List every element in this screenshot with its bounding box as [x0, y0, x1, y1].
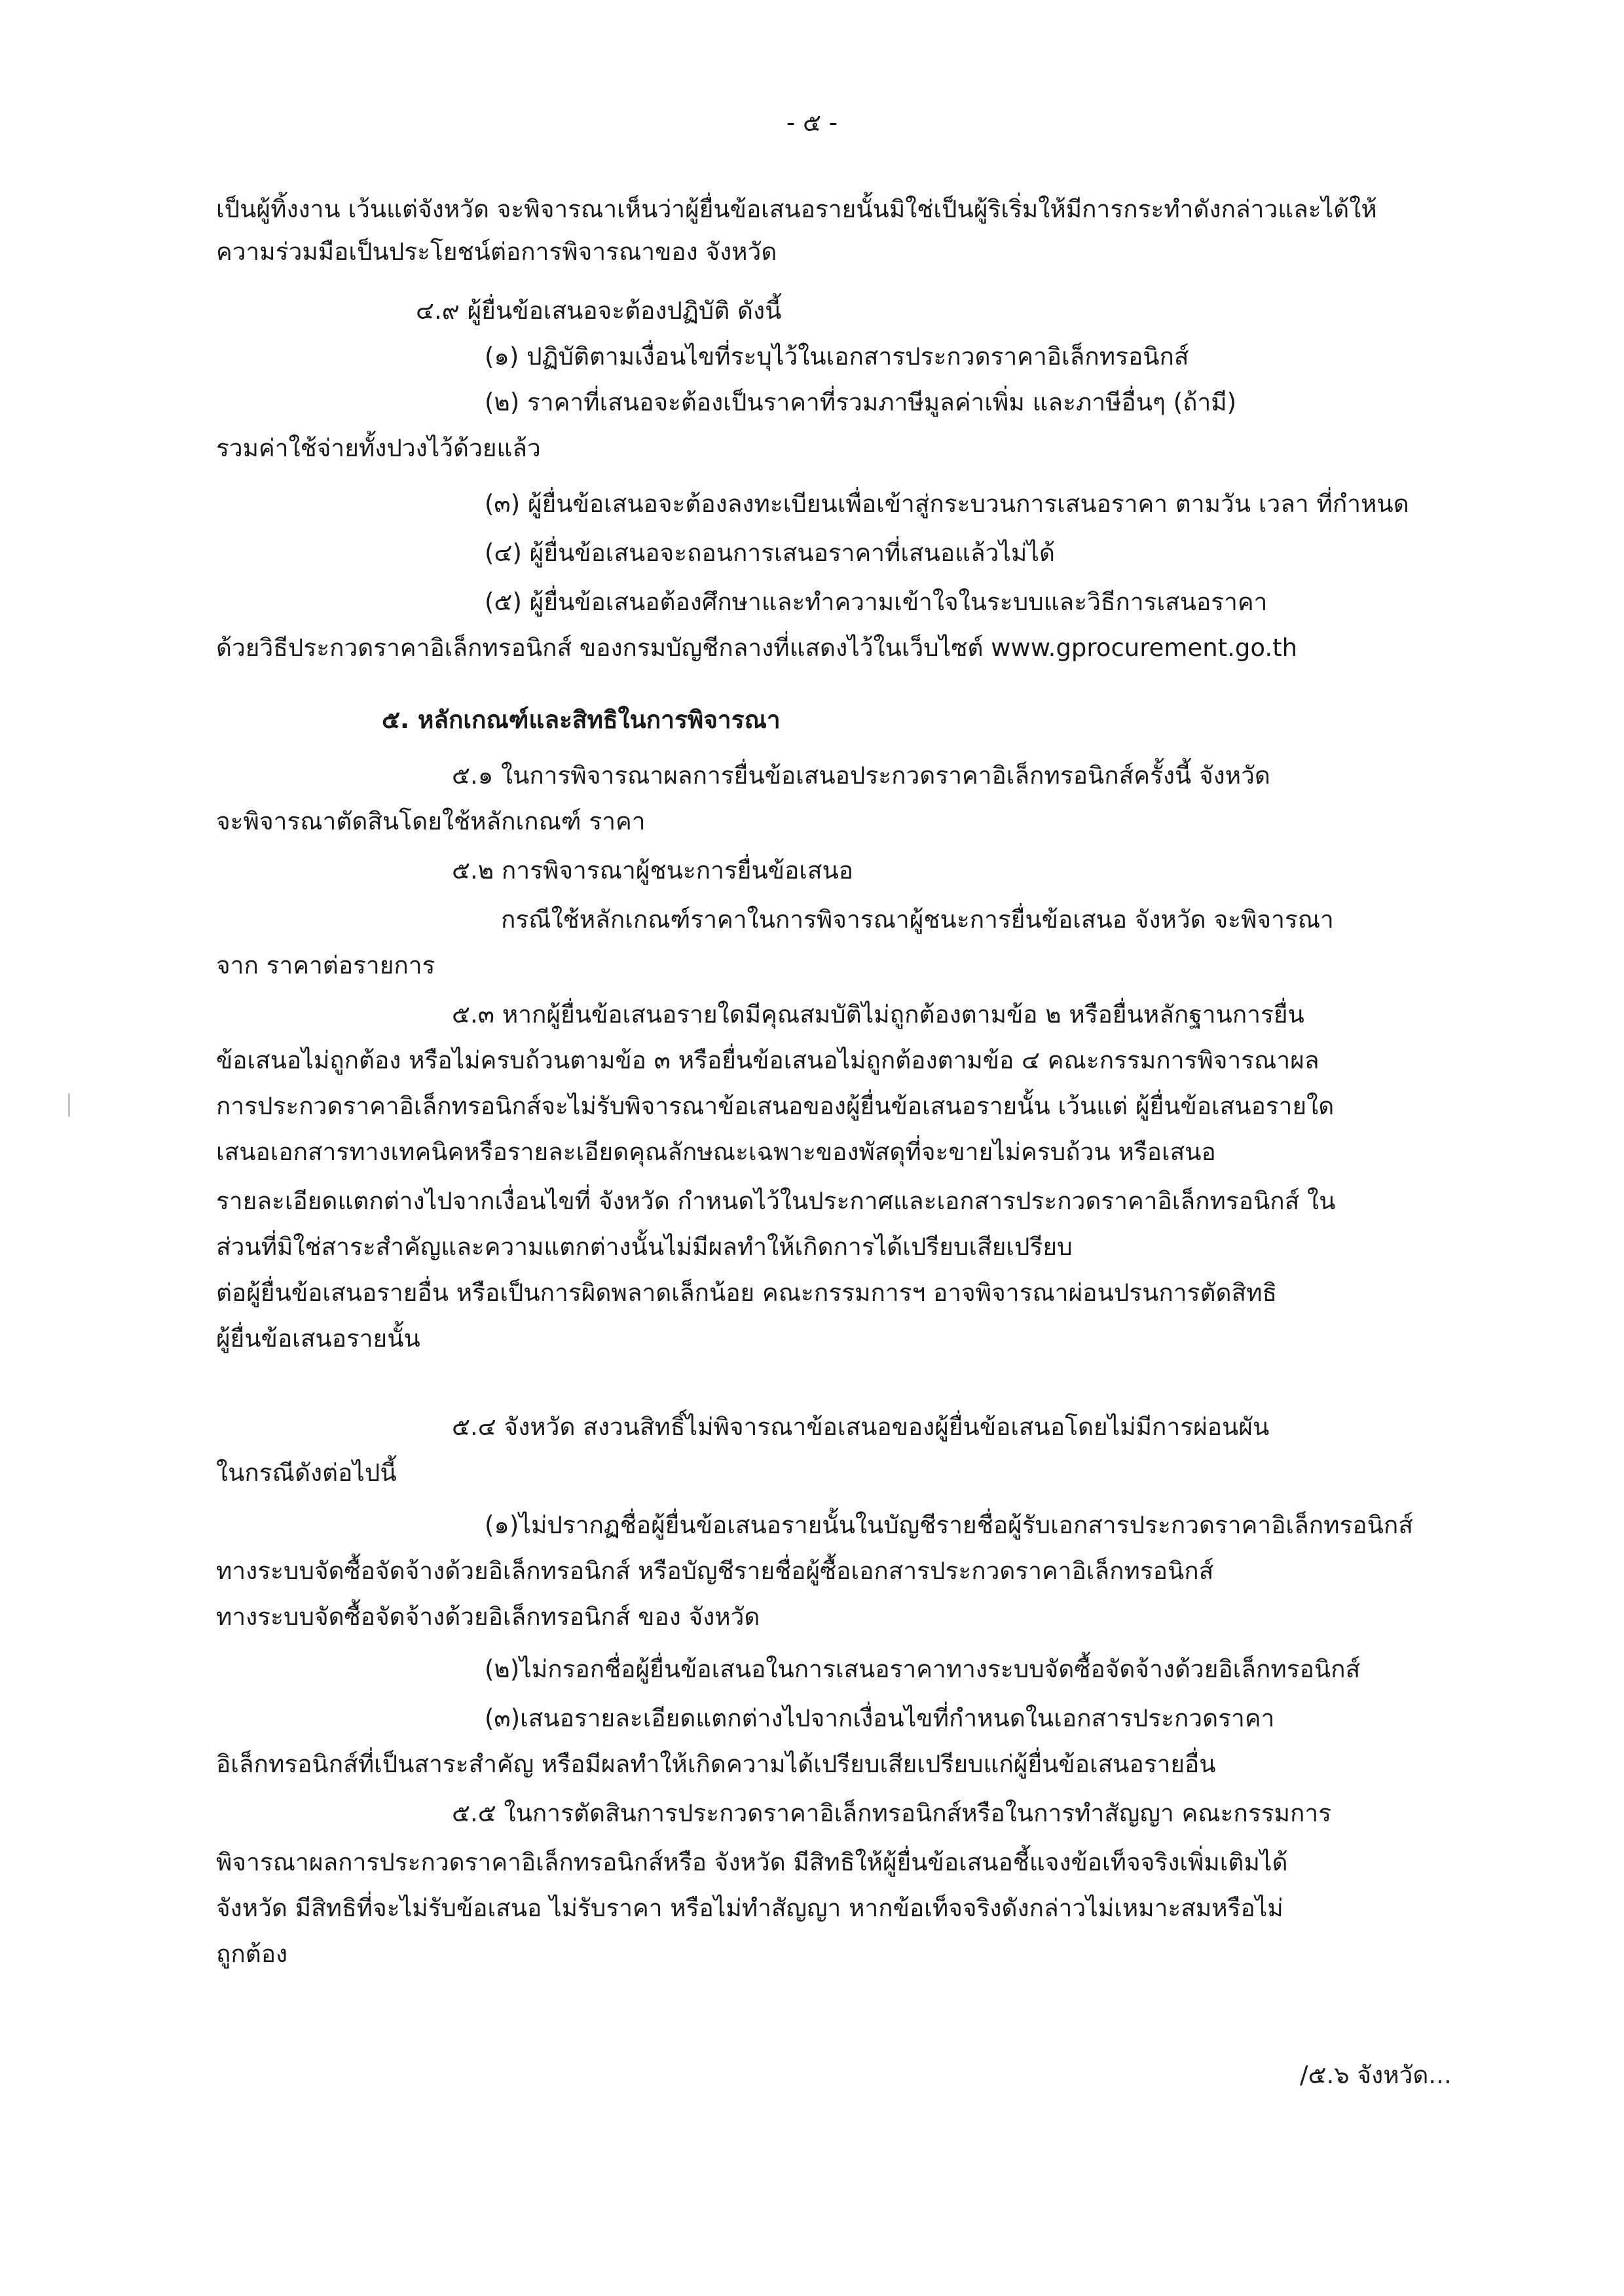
- list-item: (๒)ไม่กรอกชื่อผู้ยื่นข้อเสนอในการเสนอราคาทางระบบจัดซื้อจัดจ้างด้วยอิเล็กทรอนิกส์: [485, 1655, 1361, 1683]
- list-item: (๔) ผู้ยื่นข้อเสนอจะถอนการเสนอราคาที่เสนอแล้วไม่ได้: [485, 539, 1056, 567]
- text-line: ในกรณีดังต่อไปนี้: [216, 1459, 397, 1487]
- section-heading: ๕. หลักเกณฑ์และสิทธิในการพิจารณา: [382, 706, 781, 734]
- clause-text: ๕.๑ ในการพิจารณาผลการยื่นข้อเสนอประกวดราคาอิเล็กทรอนิกส์ครั้งนี้ จังหวัด: [452, 761, 1270, 790]
- list-item: (๒) ราคาที่เสนอจะต้องเป็นราคาที่รวมภาษีมูลค่าเพิ่ม และภาษีอื่นๆ (ถ้ามี): [485, 388, 1237, 416]
- text-line: ด้วยวิธีประกวดราคาอิเล็กทรอนิกส์ ของกรมบัญชีกลางที่แสดงไว้ในเว็บไซต์ www.gprocurement.go.th: [216, 634, 1298, 662]
- text-line: ผู้ยื่นข้อเสนอรายนั้น: [216, 1324, 420, 1353]
- text-line: เป็นผู้ทิ้งงาน เว้นแต่จังหวัด จะพิจารณาเห็นว่าผู้ยื่นข้อเสนอรายนั้นมิใช่เป็นผู้ริเริ่มให้มีการกระทำดังกล่าวและได้ให้: [216, 195, 1377, 223]
- continuation-note: /๕.๖ จังหวัด...: [1300, 2061, 1452, 2089]
- clause-heading: ๕.๒ การพิจารณาผู้ชนะการยื่นข้อเสนอ: [452, 856, 854, 884]
- text-line: ทางระบบจัดซื้อจัดจ้างด้วยอิเล็กทรอนิกส์ ของ จังหวัด: [216, 1603, 760, 1631]
- page-number: - ๕ -: [786, 109, 838, 137]
- list-item: (๕) ผู้ยื่นข้อเสนอต้องศึกษาและทำความเข้าใจในระบบและวิธีการเสนอราคา: [485, 588, 1268, 616]
- clause-text: ๕.๔ จังหวัด สงวนสิทธิ์ไม่พิจารณาข้อเสนอของผู้ยื่นข้อเสนอโดยไม่มีการผ่อนผัน: [452, 1413, 1270, 1441]
- text-line: ข้อเสนอไม่ถูกต้อง หรือไม่ครบถ้วนตามข้อ ๓ หรือยื่นข้อเสนอไม่ถูกต้องตามข้อ ๔ คณะกรรมการพิจารณาผล: [216, 1046, 1320, 1074]
- text-line: รายละเอียดแตกต่างไปจากเงื่อนไขที่ จังหวัด กำหนดไว้ในประกาศและเอกสารประกวดราคาอิเล็กทรอนิกส์ ใน: [216, 1187, 1336, 1215]
- text-line: กรณีใช้หลักเกณฑ์ราคาในการพิจารณาผู้ชนะการยื่นข้อเสนอ จังหวัด จะพิจารณา: [501, 905, 1334, 934]
- list-item: (๓)เสนอรายละเอียดแตกต่างไปจากเงื่อนไขที่กำหนดในเอกสารประกวดราคา: [485, 1704, 1275, 1732]
- clause-text: ๕.๕ ในการตัดสินการประกวดราคาอิเล็กทรอนิกส์หรือในการทำสัญญา คณะกรรมการ: [452, 1799, 1332, 1827]
- text-line: ส่วนที่มิใช่สาระสำคัญและความแตกต่างนั้นไม่มีผลทำให้เกิดการได้เปรียบเสียเปรียบ: [216, 1233, 1073, 1261]
- text-line: ถูกต้อง: [216, 1940, 288, 1968]
- text-line: ต่อผู้ยื่นข้อเสนอรายอื่น หรือเป็นการผิดพลาดเล็กน้อย คณะกรรมการฯ อาจพิจารณาผ่อนปรนการตัดสิทธิ: [216, 1279, 1278, 1307]
- text-line: จะพิจารณาตัดสินโดยใช้หลักเกณฑ์ ราคา: [216, 807, 646, 835]
- text-line: พิจารณาผลการประกวดราคาอิเล็กทรอนิกส์หรือ จังหวัด มีสิทธิให้ผู้ยื่นข้อเสนอชี้แจงข้อเท็จจริงเพิ่มเติมได้: [216, 1848, 1288, 1876]
- text-line: เสนอเอกสารทางเทคนิคหรือรายละเอียดคุณลักษณะเฉพาะของพัสดุที่จะขายไม่ครบถ้วน หรือเสนอ: [216, 1138, 1216, 1166]
- clause-text: ๕.๓ หากผู้ยื่นข้อเสนอรายใดมีคุณสมบัติไม่ถูกต้องตามข้อ ๒ หรือยื่นหลักฐานการยื่น: [452, 1000, 1304, 1029]
- clause-heading: ๔.๙ ผู้ยื่นข้อเสนอจะต้องปฏิบัติ ดังนี้: [416, 297, 782, 325]
- list-item: (๓) ผู้ยื่นข้อเสนอจะต้องลงทะเบียนเพื่อเข้าสู่กระบวนการเสนอราคา ตามวัน เวลา ที่กำหนด: [485, 490, 1409, 518]
- text-line: จาก ราคาต่อรายการ: [216, 951, 435, 979]
- text-line: ทางระบบจัดซื้อจัดจ้างด้วยอิเล็กทรอนิกส์ หรือบัญชีรายชื่อผู้ซื้อเอกสารประกวดราคาอิเล็กทรอนิกส์: [216, 1557, 1214, 1585]
- list-item: (๑)ไม่ปรากฏชื่อผู้ยื่นข้อเสนอรายนั้นในบัญชีรายชื่อผู้รับเอกสารประกวดราคาอิเล็กทรอนิกส์: [485, 1511, 1413, 1539]
- text-line: อิเล็กทรอนิกส์ที่เป็นสาระสำคัญ หรือมีผลทำให้เกิดความได้เปรียบเสียเปรียบแก่ผู้ยื่นข้อเสนอรายอื่น: [216, 1750, 1216, 1778]
- text-line: จังหวัด มีสิทธิที่จะไม่รับข้อเสนอ ไม่รับราคา หรือไม่ทำสัญญา หากข้อเท็จจริงดังกล่าวไม่เหมาะสมหรือไม่: [216, 1894, 1283, 1922]
- margin-mark: [68, 1093, 70, 1117]
- text-line: การประกวดราคาอิเล็กทรอนิกส์จะไม่รับพิจารณาข้อเสนอของผู้ยื่นข้อเสนอรายนั้น เว้นแต่ ผู้ยื่นข้อเสนอรายใด: [216, 1092, 1335, 1120]
- list-item: (๑) ปฏิบัติตามเงื่อนไขที่ระบุไว้ในเอกสารประกวดราคาอิเล็กทรอนิกส์: [485, 342, 1189, 371]
- text-line: ความร่วมมือเป็นประโยชน์ต่อการพิจารณาของ จังหวัด: [216, 238, 777, 266]
- text-line: รวมค่าใช้จ่ายทั้งปวงไว้ด้วยแล้ว: [216, 434, 541, 462]
